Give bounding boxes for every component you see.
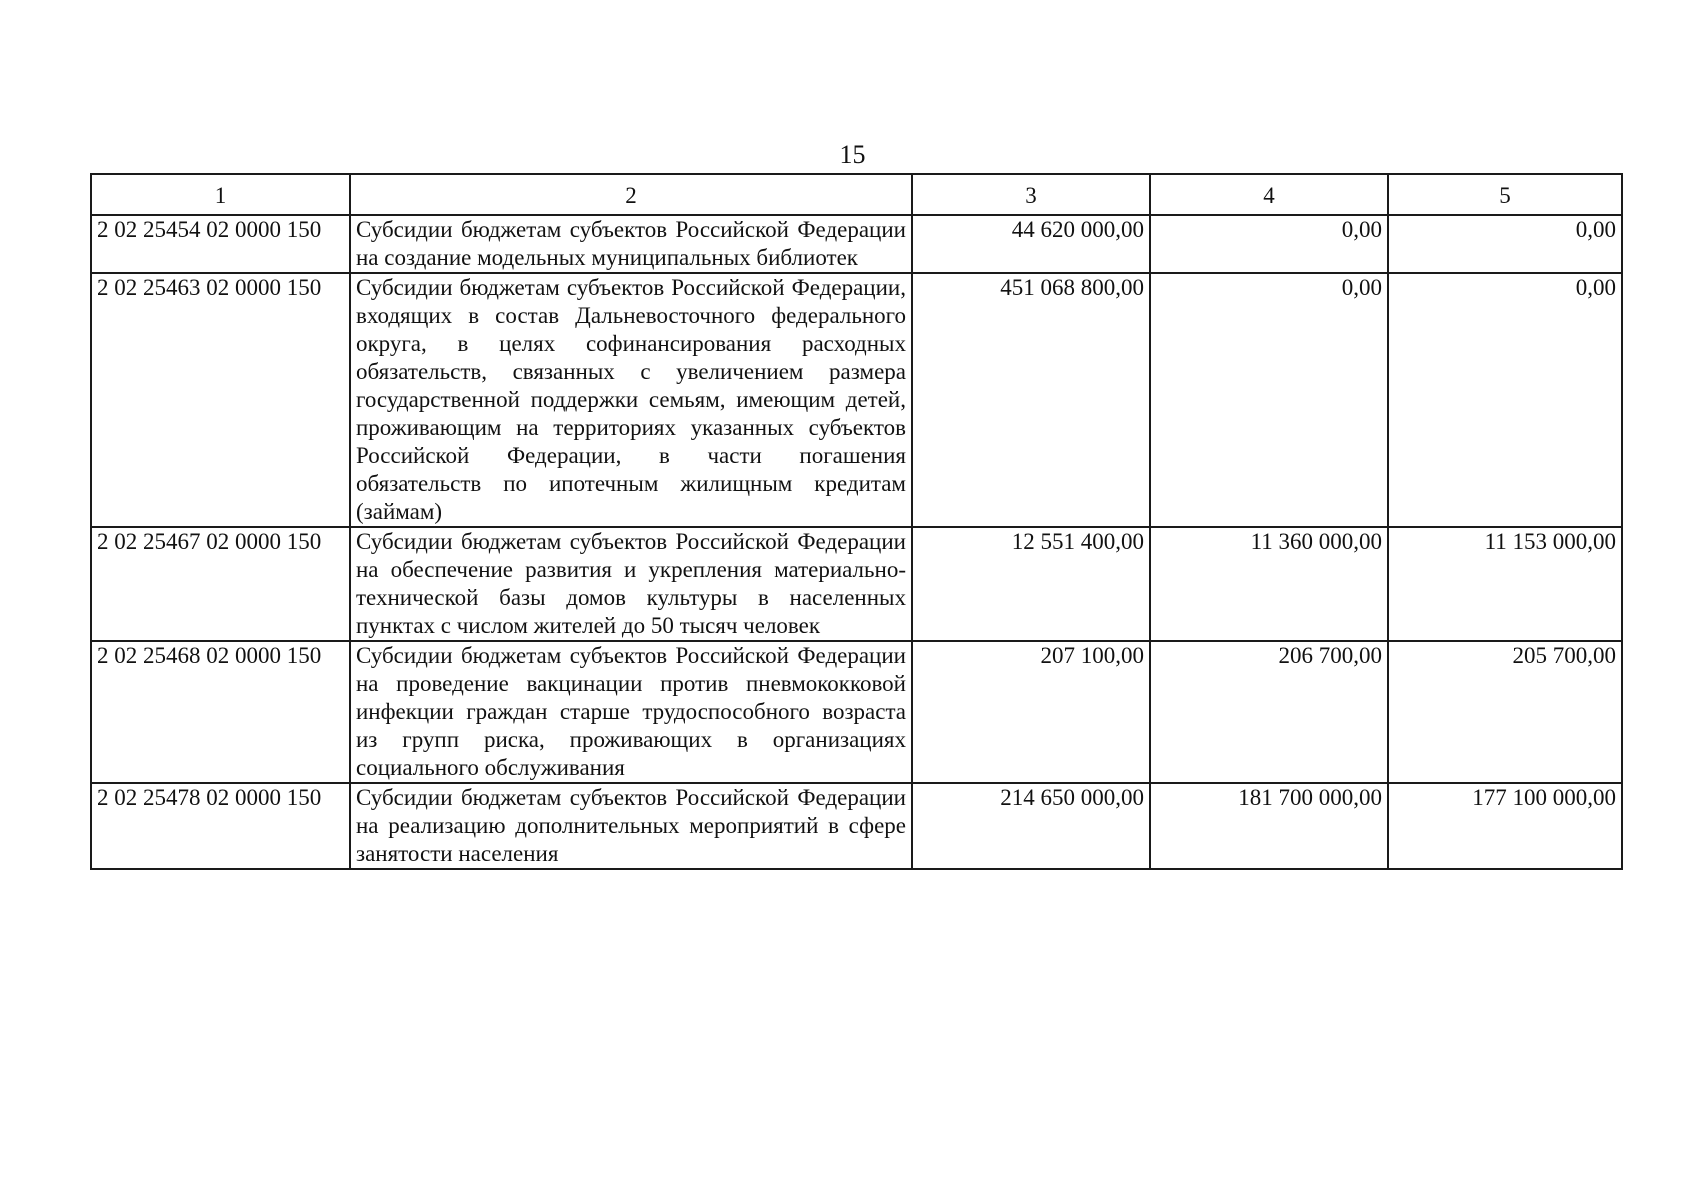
budget-code: 2 02 25467 02 0000 150 [91, 527, 350, 641]
budget-code: 2 02 25468 02 0000 150 [91, 641, 350, 783]
amount-col5: 0,00 [1388, 273, 1622, 527]
amount-col3: 44 620 000,00 [912, 215, 1150, 273]
column-header-2: 2 [350, 174, 912, 215]
budget-code: 2 02 25454 02 0000 150 [91, 215, 350, 273]
amount-col5: 11 153 000,00 [1388, 527, 1622, 641]
page-number: 15 [839, 140, 866, 169]
column-header-1: 1 [91, 174, 350, 215]
table-row [91, 641, 1622, 783]
table-row [91, 527, 1622, 641]
row-description: Субсидии бюджетам субъектов Российской Федерации на реализацию дополнительных мероприятий в сфере занятости населения [350, 783, 912, 869]
budget-code: 2 02 25478 02 0000 150 [91, 783, 350, 869]
row-description: Субсидии бюджетам субъектов Российской Федерации на обеспечение развития и укрепления материально-технической базы домов культуры в населенных пунктах с числом жителей до 50 тысяч человек [350, 527, 912, 641]
table-row [91, 273, 1622, 527]
amount-col4: 0,00 [1150, 273, 1388, 527]
table-header [91, 174, 1622, 215]
table-row [91, 215, 1622, 273]
amount-col4: 0,00 [1150, 215, 1388, 273]
row-description: Субсидии бюджетам субъектов Российской Федерации на проведение вакцинации против пневмококковой инфекции граждан старше трудоспособного возраста из групп риска, проживающих в организациях социального обслуживания [350, 641, 912, 783]
budget-table [90, 173, 1623, 870]
amount-col3: 207 100,00 [912, 641, 1150, 783]
table-body [91, 215, 1622, 869]
column-header-5: 5 [1388, 174, 1622, 215]
amount-col5: 0,00 [1388, 215, 1622, 273]
budget-code: 2 02 25463 02 0000 150 [91, 273, 350, 527]
amount-col3: 451 068 800,00 [912, 273, 1150, 527]
amount-col4: 11 360 000,00 [1150, 527, 1388, 641]
table-row [91, 783, 1622, 869]
amount-col3: 214 650 000,00 [912, 783, 1150, 869]
amount-col4: 181 700 000,00 [1150, 783, 1388, 869]
column-header-4: 4 [1150, 174, 1388, 215]
row-description: Субсидии бюджетам субъектов Российской Федерации, входящих в состав Дальневосточного федерального округа, в целях софинансирования расходных обязательств, связанных с увеличением размера государственной поддержки семьям, имеющим детей, проживающим на территориях указанных субъектов Российской Федерации, в части погашения обязательств по ипотечным жилищным кредитам (займам) [350, 273, 912, 527]
amount-col5: 205 700,00 [1388, 641, 1622, 783]
amount-col3: 12 551 400,00 [912, 527, 1150, 641]
column-header-3: 3 [912, 174, 1150, 215]
header-row [91, 174, 1622, 215]
amount-col4: 206 700,00 [1150, 641, 1388, 783]
amount-col5: 177 100 000,00 [1388, 783, 1622, 869]
row-description: Субсидии бюджетам субъектов Российской Федерации на создание модельных муниципальных библиотек [350, 215, 912, 273]
